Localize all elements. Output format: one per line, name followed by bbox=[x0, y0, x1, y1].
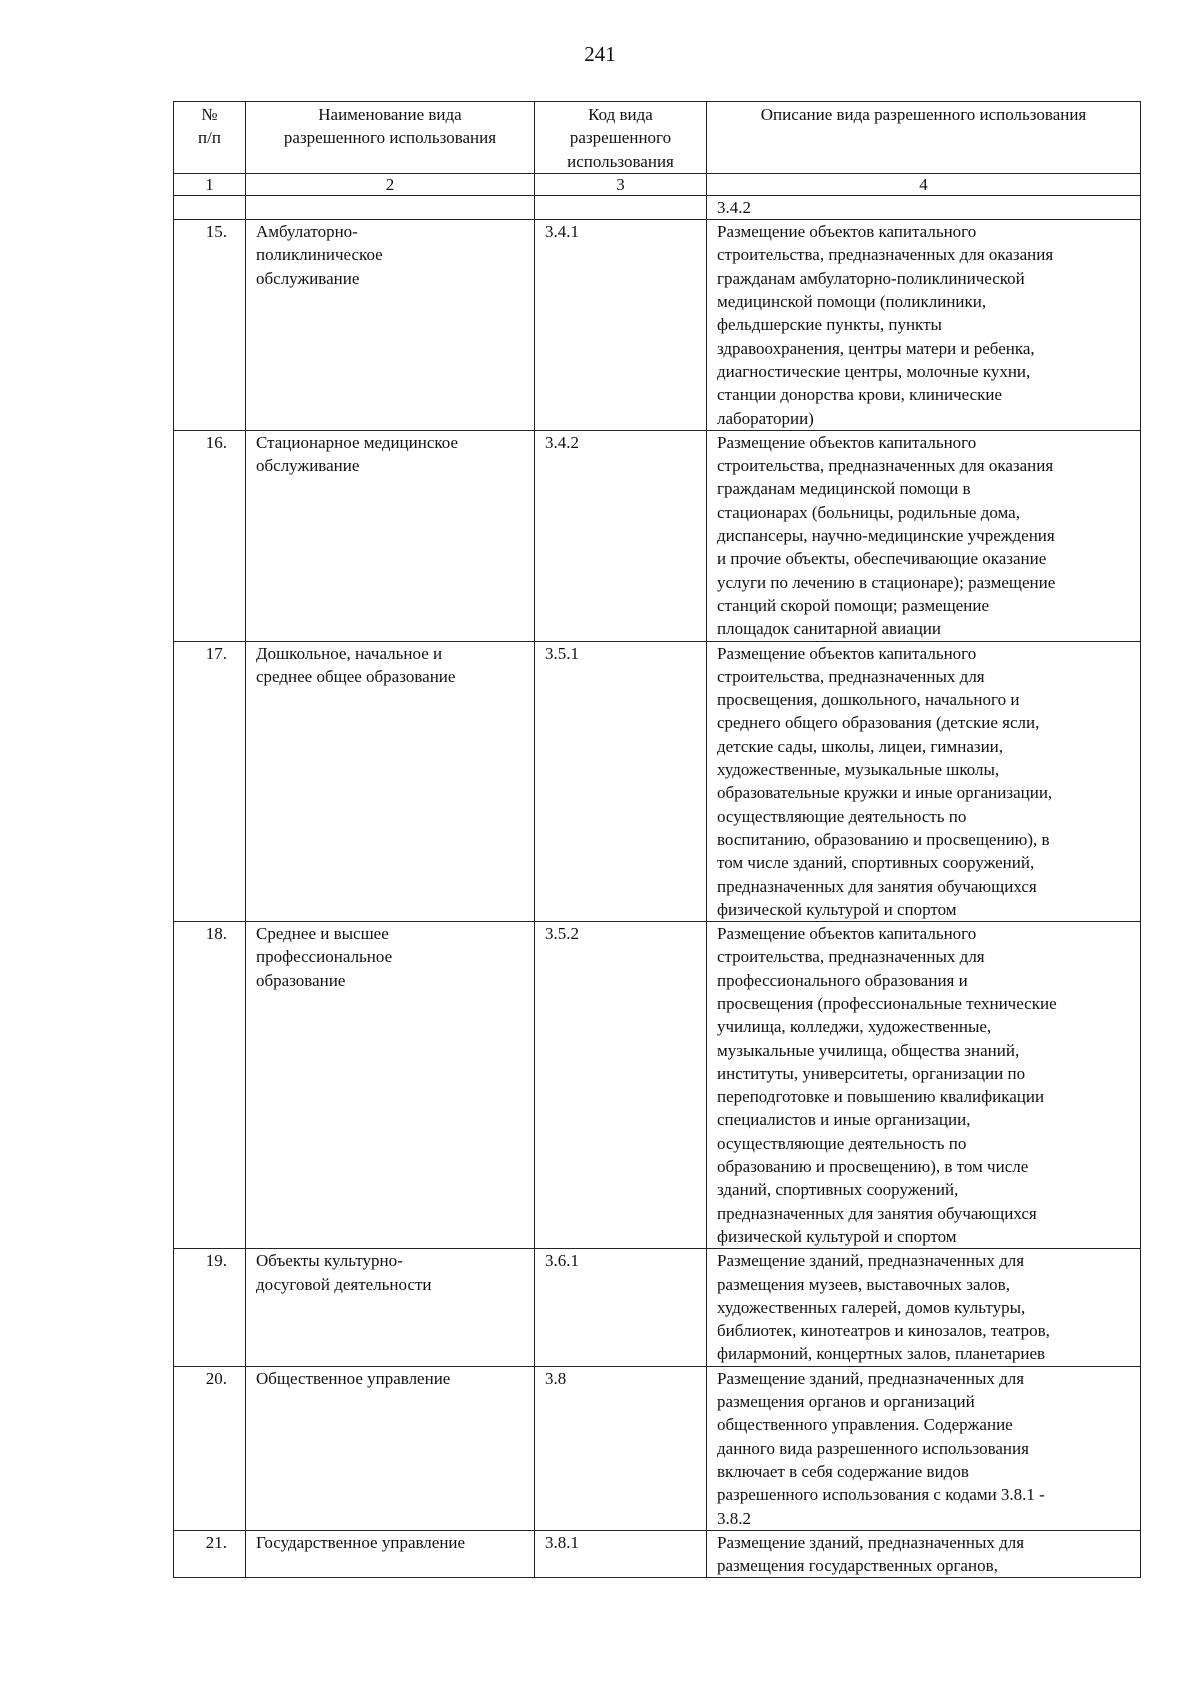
cell-description: 3.4.2 bbox=[707, 195, 1141, 219]
cell-description: Размещение зданий, предназначенных для размещения государственных органов, bbox=[707, 1530, 1141, 1578]
header-name: Наименование вида разрешенного использования bbox=[246, 102, 535, 174]
column-number-row bbox=[174, 173, 1141, 195]
cell-description: Размещение зданий, предназначенных для размещения органов и организаций общественного управления. Содержание данного вида разрешенного использования включает в себя содержание видов разрешенного использования с кодами 3.8.1 - 3.8.2 bbox=[707, 1366, 1141, 1530]
table-row bbox=[174, 220, 1141, 431]
cell-code: 3.5.1 bbox=[535, 641, 707, 922]
cell-number bbox=[174, 195, 246, 219]
cell-code: 3.8 bbox=[535, 1366, 707, 1530]
column-number-1: 1 bbox=[174, 173, 246, 195]
cell-number: 16. bbox=[174, 430, 246, 641]
cell-name: Дошкольное, начальное и среднее общее образование bbox=[246, 641, 535, 922]
cell-name: Объекты культурно- досуговой деятельности bbox=[246, 1249, 535, 1366]
table-header-row bbox=[174, 102, 1141, 174]
cell-description: Размещение объектов капитального строительства, предназначенных для профессионального образования и просвещения (профессиональные технические училища, колледжи, художественные, музыкальные училища, общества знаний, институты, университеты, организации по переподготовке и повышению квалификации специалистов и иные организации, осуществляющие деятельность по образованию и просвещению), в том числе зданий, спортивных сооружений, предназначенных для занятия обучающихся физической культурой и спортом bbox=[707, 922, 1141, 1249]
column-number-2: 2 bbox=[246, 173, 535, 195]
table-row bbox=[174, 430, 1141, 641]
cell-number: 18. bbox=[174, 922, 246, 1249]
header-description: Описание вида разрешенного использования bbox=[707, 102, 1141, 174]
cell-code: 3.4.1 bbox=[535, 220, 707, 431]
table-row bbox=[174, 641, 1141, 922]
cell-name: Стационарное медицинское обслуживание bbox=[246, 430, 535, 641]
continuation-row bbox=[174, 195, 1141, 219]
cell-description: Размещение зданий, предназначенных для размещения музеев, выставочных залов, художественных галерей, домов культуры, библиотек, кинотеатров и кинозалов, театров, филармоний, концертных залов, планетариев bbox=[707, 1249, 1141, 1366]
cell-description: Размещение объектов капитального строительства, предназначенных для просвещения, дошкольного, начального и среднего общего образования (детские ясли, детские сады, школы, лицеи, гимназии, художественные, музыкальные школы, образовательные кружки и иные организации, осуществляющие деятельность по воспитанию, образованию и просвещению), в том числе зданий, спортивных сооружений, предназначенных для занятия обучающихся физической культурой и спортом bbox=[707, 641, 1141, 922]
cell-name: Амбулаторно- поликлиническое обслуживание bbox=[246, 220, 535, 431]
cell-code: 3.6.1 bbox=[535, 1249, 707, 1366]
cell-code: 3.8.1 bbox=[535, 1530, 707, 1578]
table-row bbox=[174, 1366, 1141, 1530]
cell-number: 19. bbox=[174, 1249, 246, 1366]
cell-number: 21. bbox=[174, 1530, 246, 1578]
cell-name bbox=[246, 195, 535, 219]
cell-number: 15. bbox=[174, 220, 246, 431]
header-number: № п/п bbox=[174, 102, 246, 174]
cell-code: 3.4.2 bbox=[535, 430, 707, 641]
cell-description: Размещение объектов капитального строительства, предназначенных для оказания гражданам медицинской помощи в стационарах (больницы, родильные дома, диспансеры, научно-медицинские учреждения и прочие объекты, обеспечивающие оказание услуги по лечению в стационаре); размещение станций скорой помощи; размещение площадок санитарной авиации bbox=[707, 430, 1141, 641]
land-use-table bbox=[173, 101, 1141, 1578]
cell-name: Общественное управление bbox=[246, 1366, 535, 1530]
cell-code bbox=[535, 195, 707, 219]
cell-description: Размещение объектов капитального строительства, предназначенных для оказания гражданам амбулаторно-поликлинической медицинской помощи (поликлиники, фельдшерские пункты, пункты здравоохранения, центры матери и ребенка, диагностические центры, молочные кухни, станции донорства крови, клинические лаборатории) bbox=[707, 220, 1141, 431]
cell-number: 17. bbox=[174, 641, 246, 922]
cell-name: Государственное управление bbox=[246, 1530, 535, 1578]
table-row bbox=[174, 1249, 1141, 1366]
cell-number: 20. bbox=[174, 1366, 246, 1530]
column-number-4: 4 bbox=[707, 173, 1141, 195]
column-number-3: 3 bbox=[535, 173, 707, 195]
cell-code: 3.5.2 bbox=[535, 922, 707, 1249]
header-code: Код вида разрешенного использования bbox=[535, 102, 707, 174]
cell-name: Среднее и высшее профессиональное образование bbox=[246, 922, 535, 1249]
table-row bbox=[174, 922, 1141, 1249]
table-row bbox=[174, 1530, 1141, 1578]
page-number: 241 bbox=[584, 42, 616, 66]
